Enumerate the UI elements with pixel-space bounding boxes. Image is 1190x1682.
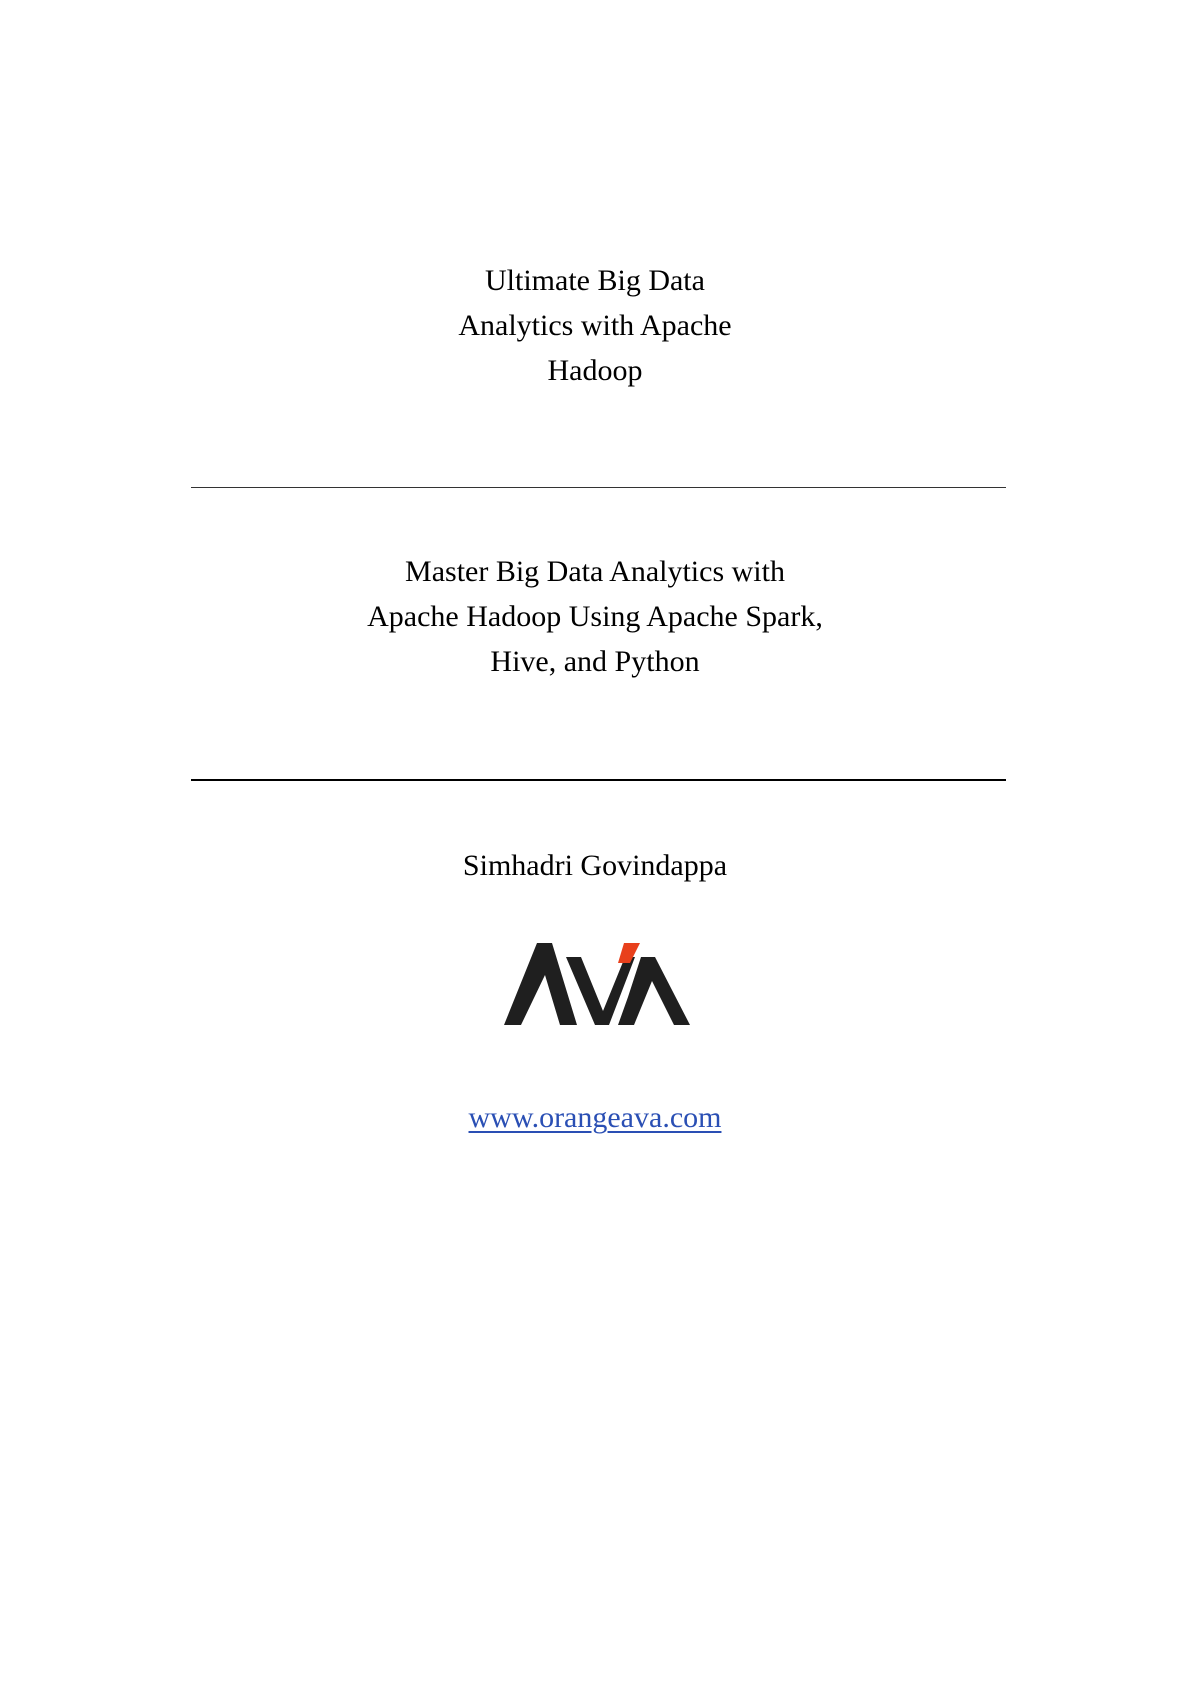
website-link[interactable]: www.orangeava.com — [468, 1101, 722, 1134]
book-title-line-1: Ultimate Big Data — [485, 264, 705, 297]
book-title-line-2: Analytics with Apache — [458, 309, 732, 342]
logo-accent-mark — [618, 943, 640, 963]
book-subtitle-line-1: Master Big Data Analytics with — [405, 555, 785, 588]
book-title-line-3: Hadoop — [547, 354, 643, 387]
author-name: Simhadri Govindappa — [462, 849, 728, 882]
book-subtitle-line-2: Apache Hadoop Using Apache Spark, — [367, 600, 823, 633]
book-subtitle — [0, 549, 1190, 684]
divider-top — [191, 487, 1006, 488]
book-subtitle-line-3: Hive, and Python — [490, 645, 700, 678]
logo-left-a — [504, 943, 577, 1025]
book-title — [0, 258, 1190, 393]
divider-bottom — [191, 779, 1006, 781]
website — [0, 1095, 1190, 1140]
ava-logo-icon — [504, 943, 690, 1025]
